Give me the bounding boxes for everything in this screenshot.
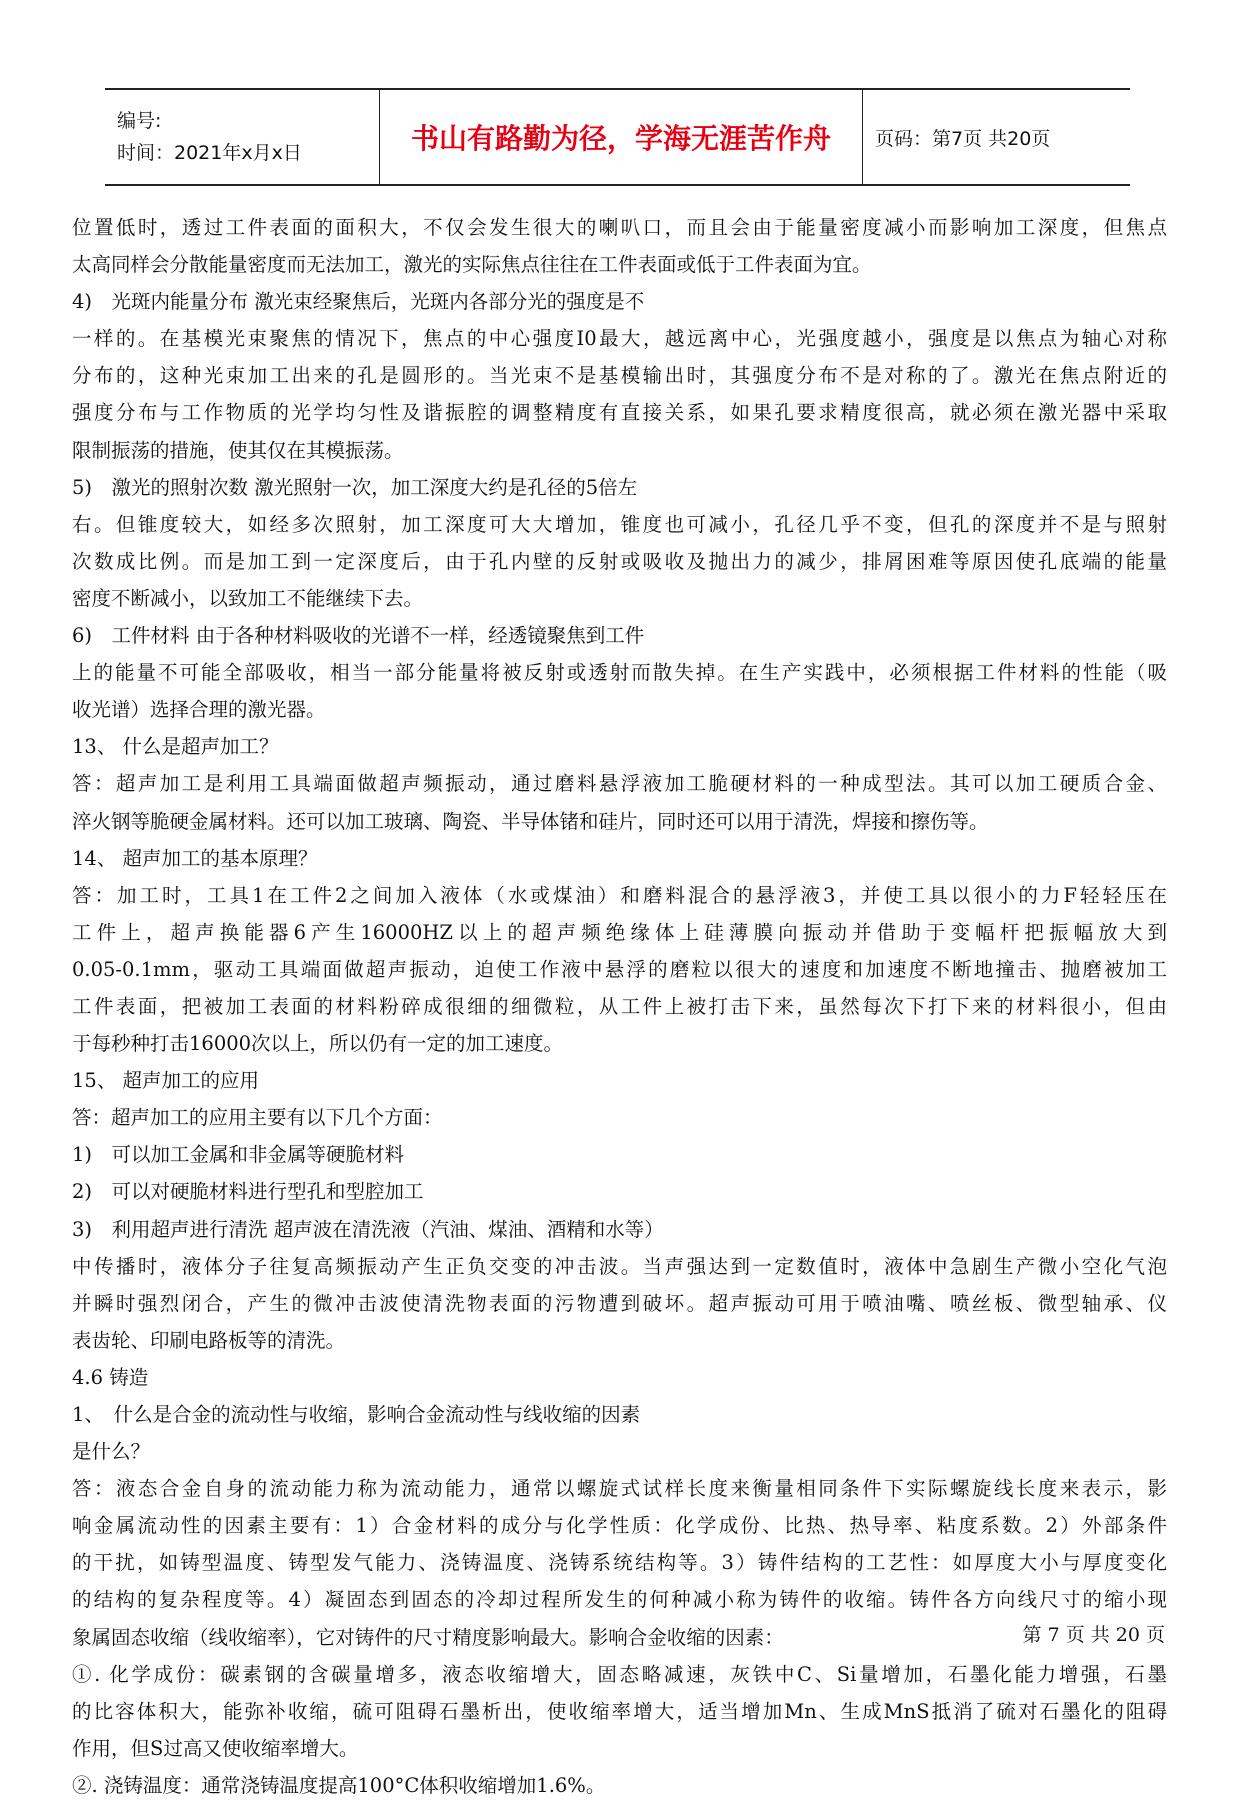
body-line: 的比容体积大，能弥补收缩，硫可阻碍石墨析出，使收缩率增大，适当增加Mn、生成MnS抵消了硫对石墨化的阻碍 (72, 1699, 1167, 1723)
body-line: 限制振荡的措施，使其仅在其模振荡。 (72, 438, 404, 462)
body-line: 太高同样会分散能量密度而无法加工，激光的实际焦点往往在工件表面或低于工件表面为宜。 (72, 253, 872, 277)
body-line: 答：超声加工的应用主要有以下几个方面： (72, 1106, 443, 1130)
body-line: 于每秒种打击16000次以上，所以仍有一定的加工速度。 (72, 1032, 564, 1056)
body-line: 次数成比例。而是加工到一定深度后，由于孔内壁的反射或吸收及抛出力的减少，排屑困难等原因使孔底端的能量 (72, 549, 1167, 573)
document-number-label: 编号: (117, 110, 162, 132)
header-right-cell (863, 90, 1130, 184)
body-line: 答：加工时，工具1在工件2之间加入液体（水或煤油）和磨料混合的悬浮液3，并使工具以很小的力F轻轻压在 (72, 883, 1167, 907)
body-line: 淬火钢等脆硬金属材料。还可以加工玻璃、陶瓷、半导体锗和硅片，同时还可以用于清洗，焊接和擦伤等。 (72, 809, 989, 833)
body-line: 13、 什么是超声加工？ (72, 735, 279, 759)
page-footer: 第 7 页 共 20 页 (1022, 1624, 1165, 1646)
body-line: 答：液态合金自身的流动能力称为流动能力，通常以螺旋式试样长度来衡量相同条件下实际螺旋线长度来表示，影 (72, 1477, 1167, 1501)
page-header (105, 88, 1130, 186)
header-motto-cell (379, 90, 863, 184)
body-line: 表齿轮、印刷电路板等的清洗。 (72, 1328, 346, 1352)
body-line: 收光谱）选择合理的激光器。 (72, 698, 326, 722)
body-line: 6) 工件材料 由于各种材料吸收的光谱不一样，经透镜聚焦到工件 (72, 624, 645, 648)
document-time-label: 时间：2021年x月x日 (117, 142, 302, 164)
document-body (72, 209, 1167, 1804)
body-line: 工件上，超声换能器6产生16000HZ以上的超声频绝缘体上硅薄膜向振动并借助于变幅杆把振幅放大到 (72, 920, 1167, 944)
body-line: 3) 利用超声进行清洗 超声波在清洗液（汽油、煤油、酒精和水等） (72, 1217, 664, 1241)
body-line: 的干扰，如铸型温度、铸型发气能力、浇铸温度、浇铸系统结构等。3）铸件结构的工艺性：如厚度大小与厚度变化 (72, 1551, 1167, 1575)
body-line: 象属固态收缩（线收缩率），它对铸件的尺寸精度影响最大。影响合金收缩的因素： (72, 1625, 784, 1649)
body-line: 一样的。在基模光束聚焦的情况下，焦点的中心强度I0最大，越远离中心，光强度越小，强度是以焦点为轴心对称 (72, 327, 1167, 351)
body-line: 响金属流动性的因素主要有：1）合金材料的成分与化学性质：化学成份、比热、热导率、粘度系数。2）外部条件 (72, 1514, 1167, 1538)
body-line: 作用，但S过高又使收缩率增大。 (72, 1736, 359, 1760)
header-motto: 书山有路勤为径，学海无涯苦作舟 (410, 122, 831, 155)
header-page-label: 页码：第7页 共20页 (875, 127, 1051, 150)
body-line: 答：超声加工是利用工具端面做超声频振动，通过磨料悬浮液加工脆硬材料的一种成型法。其可以加工硬质合金、 (72, 772, 1167, 796)
body-line: 1) 可以加工金属和非金属等硬脆材料 (72, 1143, 405, 1167)
body-line: 分布的，这种光束加工出来的孔是圆形的。当光束不是基模输出时，其强度分布不是对称的了。激光在焦点附近的 (72, 364, 1167, 388)
body-line: 4) 光斑内能量分布 激光束经聚焦后，光斑内各部分光的强度是不 (72, 290, 645, 314)
body-line: ②. 浇铸温度：通常浇铸温度提高100°C体积收缩增加1.6%。 (72, 1773, 606, 1797)
body-line: 0.05-0.1mm，驱动工具端面做超声振动，迫使工作液中悬浮的磨粒以很大的速度和加速度不断地撞击、抛磨被加工 (72, 957, 1167, 981)
header-left-cell (105, 90, 379, 184)
body-line: 并瞬时强烈闭合，产生的微冲击波使清洗物表面的污物遭到破坏。超声振动可用于喷油嘴、喷丝板、微型轴承、仪 (72, 1291, 1167, 1315)
body-line: 15、 超声加工的应用 (72, 1069, 260, 1093)
body-line: 4.6 铸造 (72, 1365, 149, 1389)
body-line: 强度分布与工作物质的光学均匀性及谐振腔的调整精度有直接关系，如果孔要求精度很高，就必须在激光器中采取 (72, 401, 1167, 425)
body-line: 工件表面，把被加工表面的材料粉碎成很细的细微粒，从工件上被打击下来，虽然每次下打下来的材料很小，但由 (72, 994, 1167, 1018)
body-line: 5) 激光的照射次数 激光照射一次，加工深度大约是孔径的5倍左 (72, 475, 638, 499)
body-line: 是什么？ (72, 1440, 151, 1464)
body-line: 位置低时，透过工件表面的面积大，不仅会发生很大的喇叭口，而且会由于能量密度减小而影响加工深度，但焦点 (72, 216, 1167, 239)
body-line: 的结构的复杂程度等。4）凝固态到固态的冷却过程所发生的何种减小称为铸件的收缩。铸件各方向线尺寸的缩小现 (72, 1588, 1167, 1612)
body-line: 密度不断减小，以致加工不能继续下去。 (72, 586, 424, 610)
body-line: 右。但锥度较大，如经多次照射，加工深度可大大增加，锥度也可减小，孔径几乎不变，但孔的深度并不是与照射 (72, 512, 1167, 536)
body-line: 中传播时，液体分子往复高频振动产生正负交变的冲击波。当声强达到一定数值时，液体中急剧生产微小空化气泡 (72, 1254, 1167, 1278)
body-line: 14、 超声加工的基本原理？ (72, 846, 318, 870)
body-line: 2) 可以对硬脆材料进行型孔和型腔加工 (72, 1180, 424, 1204)
body-line: 1、 什么是合金的流动性与收缩，影响合金流动性与线收缩的因素 (72, 1403, 641, 1426)
body-line: 上的能量不可能全部吸收，相当一部分能量将被反射或透射而散失掉。在生产实践中，必须根据工件材料的性能（吸 (72, 661, 1167, 685)
body-line: ①. 化学成份：碳素钢的含碳量增多，液态收缩增大，固态略减速，灰铁中C、Si量增加，石墨化能力增强，石墨 (72, 1662, 1167, 1686)
